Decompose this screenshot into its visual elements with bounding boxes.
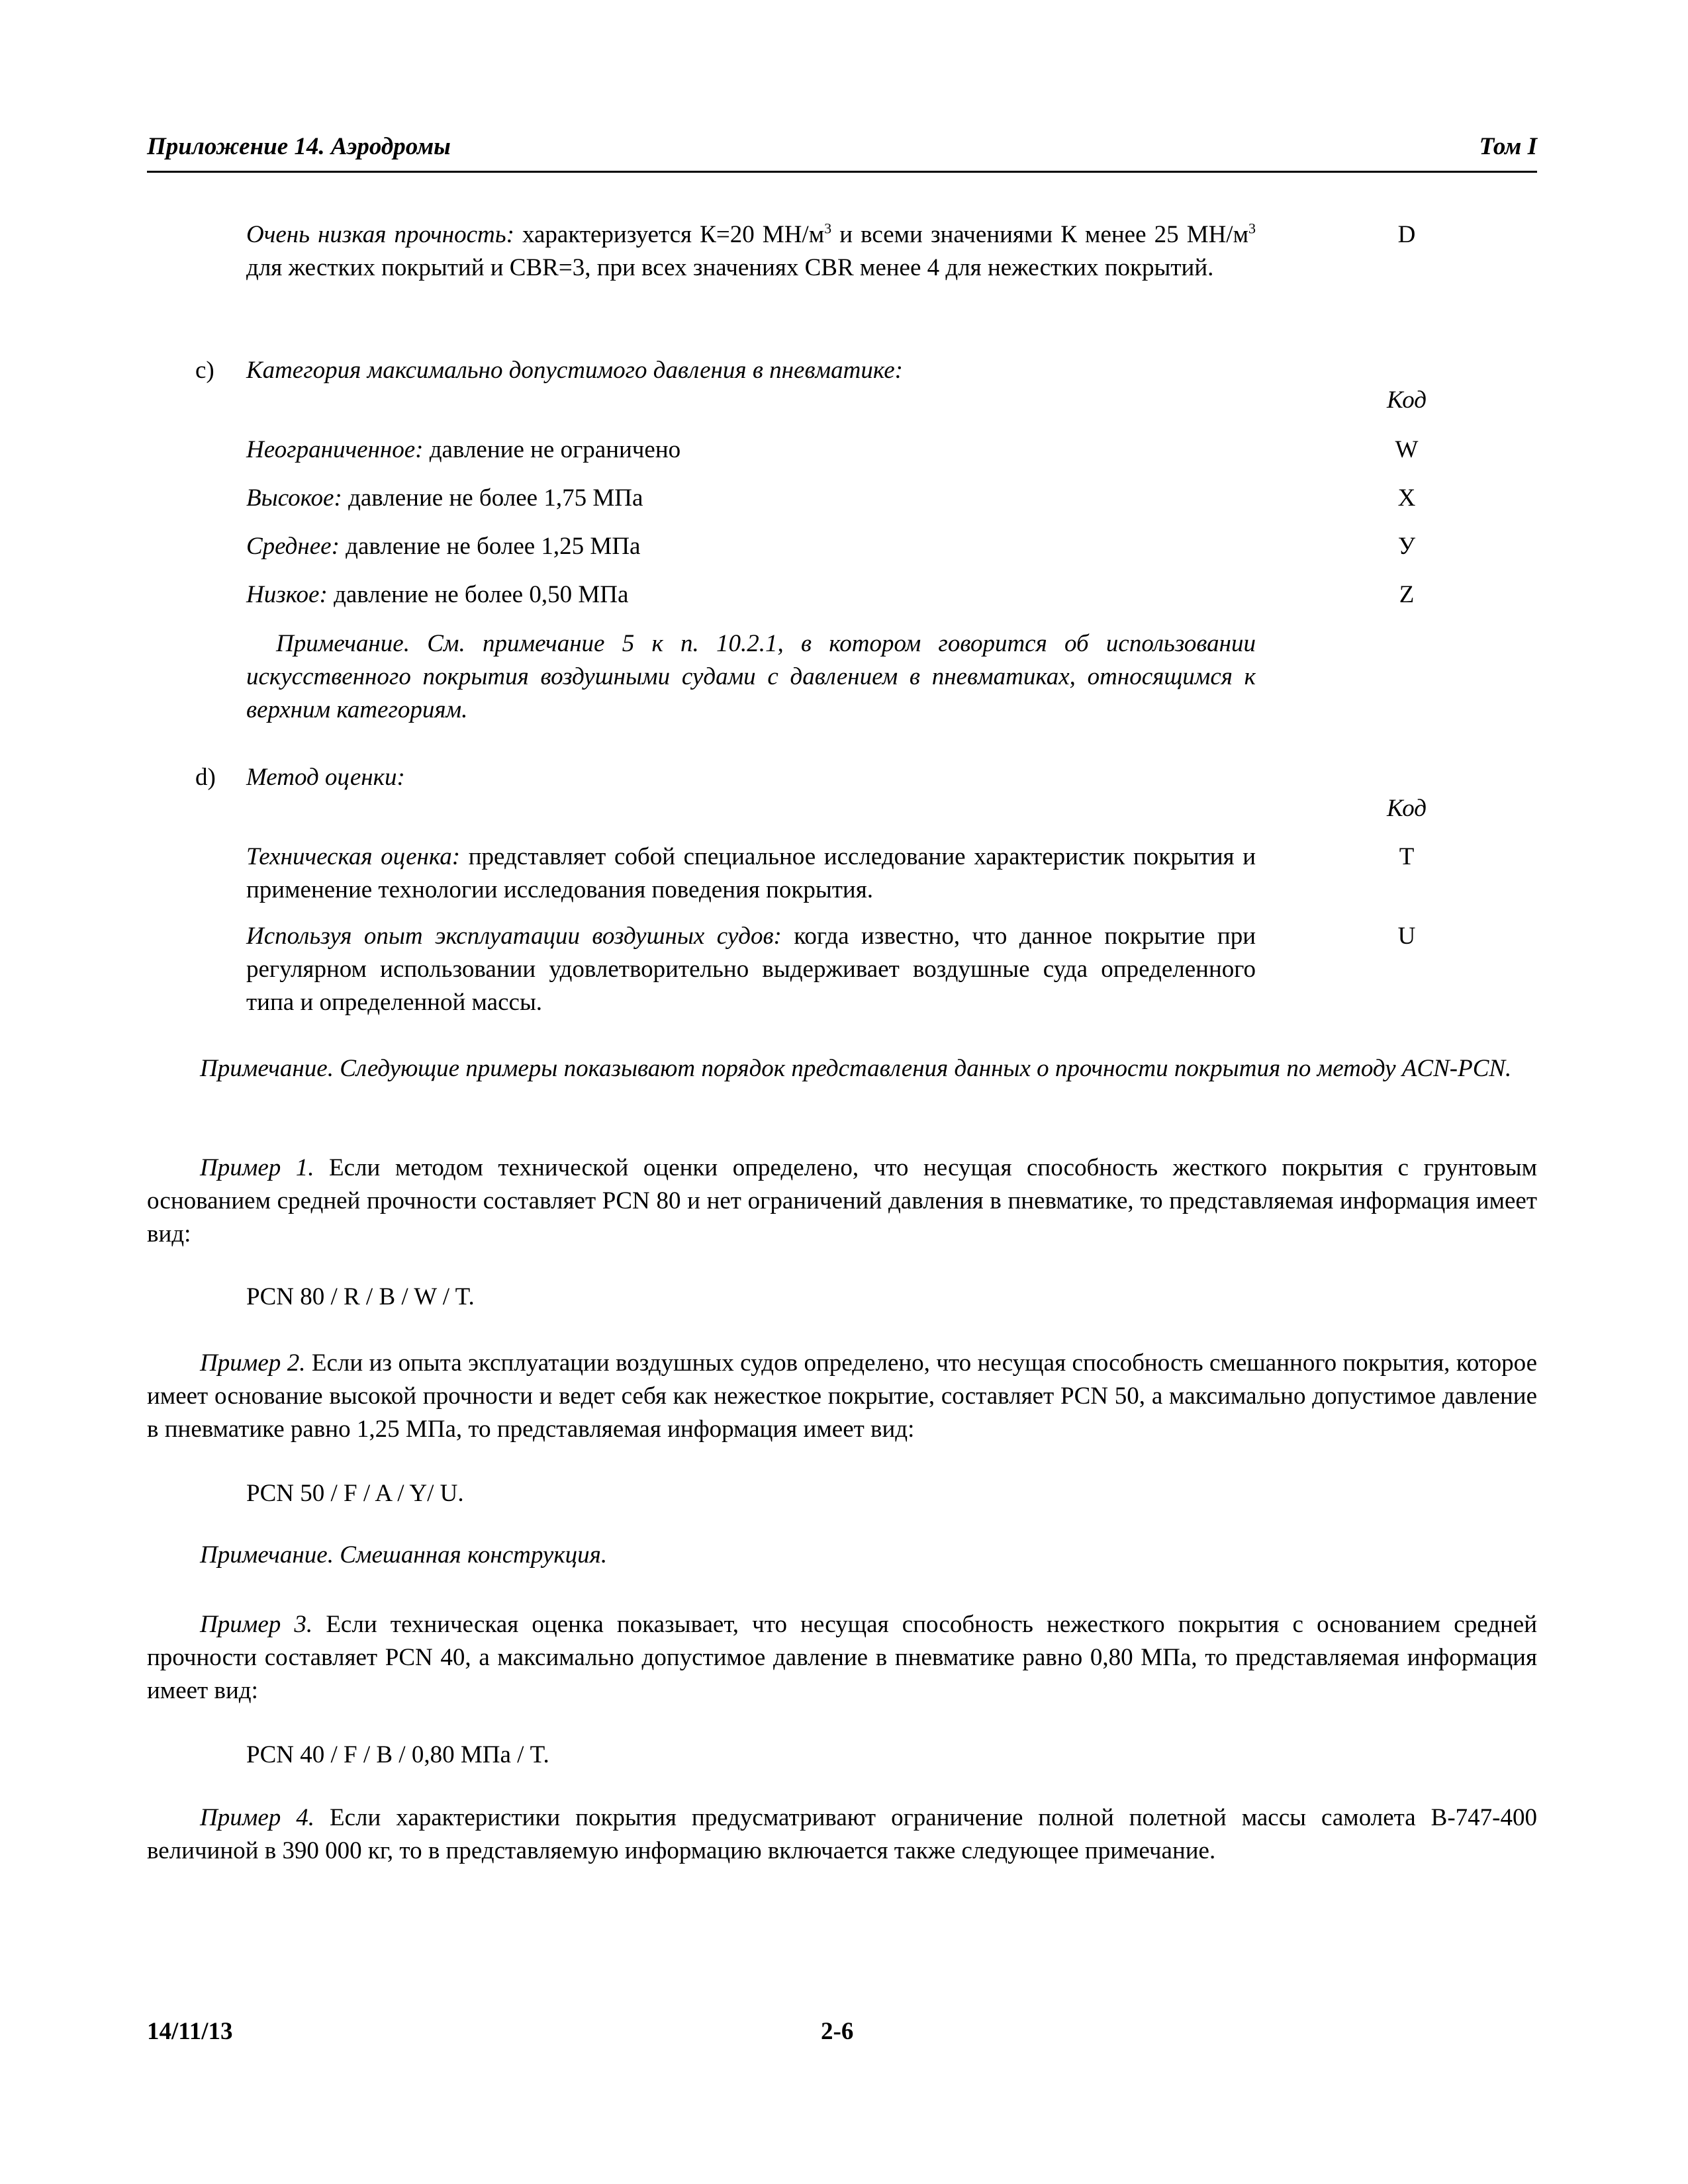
- page-header-title: Приложение 14. Аэродромы: [147, 133, 451, 160]
- method-technical: [246, 841, 1256, 907]
- method-technical-text: представляет собой специальное исследование характеристик покрытия и применение технологии исследования поведения покрытия.: [246, 843, 1256, 903]
- example-3-text: Если техническая оценка показывает, что несущая способность нежесткого покрытия с основанием средней прочности составляет PCN 40, а максимально допустимое давление в пневматике равно 0,80 МПа, то представляемая информация имеет вид:: [147, 1611, 1537, 1704]
- footer-date: 14/11/13: [147, 2018, 233, 2045]
- code-u: U: [1397, 923, 1416, 950]
- example-3-label: Пример 3.: [200, 1611, 313, 1638]
- pressure-low-label: Низкое:: [246, 581, 328, 608]
- pressure-low-text: давление не более 0,50 МПа: [327, 581, 629, 608]
- section-d-title: Метод оценки:: [246, 764, 405, 791]
- code-t: T: [1399, 843, 1415, 870]
- example-2: [147, 1347, 1537, 1446]
- method-experience-label: Используя опыт эксплуатации воздушных судов:: [246, 923, 782, 950]
- note-mixed-construction: Примечание. Смешанная конструкция.: [200, 1541, 608, 1569]
- pressure-medium: [246, 530, 1256, 563]
- code-z: Z: [1399, 581, 1415, 608]
- example-2-text: Если из опыта эксплуатации воздушных судов определено, что несущая способность смешанного покрытия, которое имеет основание высокой прочности и ведет себя как нежесткое покрытие, составляет PCN 50, а максимально допустимое давление в пневматике равно 1,25 МПа, то представляемая информация имеет вид:: [147, 1349, 1537, 1443]
- code-x: X: [1397, 484, 1416, 512]
- section-c-marker: c): [195, 357, 214, 384]
- example-1-label: Пример 1.: [200, 1154, 314, 1181]
- pressure-unlimited-label: Неограниченное:: [246, 436, 424, 463]
- strength-text-3: для жестких покрытий и CBR=3, при всех значениях CBR менее 4 для нежестких покрытий.: [246, 254, 1214, 281]
- section-d-code-header: Код: [1387, 795, 1427, 822]
- pressure-medium-label: Среднее:: [246, 533, 340, 560]
- section-c-code-header: Код: [1387, 387, 1427, 414]
- example-1-formula: PCN 80 / R / B / W / T.: [246, 1283, 475, 1310]
- header-divider: [147, 171, 1537, 173]
- pressure-high-label: Высокое:: [246, 484, 342, 512]
- page-header-volume: Том I: [1479, 133, 1537, 160]
- note-acn-pcn: Примечание. Следующие примеры показывают порядок представления данных о прочности покрытия по методу ACN-PCN.: [200, 1055, 1512, 1082]
- example-1: [147, 1152, 1537, 1251]
- pressure-high: [246, 482, 1256, 515]
- method-experience-text: когда известно, что данное покрытие при регулярном использовании удовлетворительно выдерживает воздушные суда определенного типа и определенной массы.: [246, 923, 1256, 1016]
- strength-text-1: характеризуется К=20 МН/м: [514, 221, 825, 248]
- code-d: D: [1397, 221, 1416, 248]
- pressure-high-text: давление не более 1,75 МПа: [342, 484, 643, 512]
- section-c-title: Категория максимально допустимого давления в пневматике:: [246, 357, 903, 384]
- pressure-low: [246, 578, 1256, 612]
- footer-page-number: 2-6: [821, 2018, 854, 2045]
- code-w: W: [1395, 436, 1419, 463]
- code-y: У: [1397, 533, 1416, 560]
- section-d-marker: d): [195, 764, 216, 791]
- example-4-label: Пример 4.: [200, 1804, 315, 1831]
- strength-very-low: [246, 218, 1256, 285]
- pressure-medium-text: давление не более 1,25 МПа: [339, 533, 641, 560]
- strength-label: Очень низкая прочность:: [246, 221, 514, 248]
- example-2-formula: PCN 50 / F / A / Y/ U.: [246, 1480, 464, 1507]
- example-3-formula: PCN 40 / F / B / 0,80 МПа / T.: [246, 1741, 549, 1768]
- pressure-unlimited-text: давление не ограничено: [423, 436, 681, 463]
- strength-sup-2: 3: [1248, 220, 1256, 237]
- example-1-text: Если методом технической оценки определено, что несущая способность жесткого покрытия с грунтовым основанием средней прочности составляет PCN 80 и нет ограничений давления в пневматике, то представляемая информация имеет вид:: [147, 1154, 1537, 1248]
- example-4: [147, 1801, 1537, 1868]
- example-4-text: Если характеристики покрытия предусматривают ограничение полной полетной массы самолета B-747-400 величиной в 390 000 кг, то в представляемую информацию включается также следующее примечание.: [147, 1804, 1537, 1864]
- strength-text-2: и всеми значениями К менее 25 МН/м: [831, 221, 1249, 248]
- section-c-note: Примечание. См. примечание 5 к п. 10.2.1, в котором говорится об использовании искусственного покрытия воздушными судами с давлением в пневматиках, относящимся к верхним категориям.: [246, 630, 1256, 723]
- pressure-unlimited: [246, 433, 1256, 467]
- strength-sup-1: 3: [824, 220, 832, 237]
- method-technical-label: Техническая оценка:: [246, 843, 461, 870]
- example-2-label: Пример 2.: [200, 1349, 306, 1377]
- example-3: [147, 1608, 1537, 1707]
- method-experience: [246, 920, 1256, 1019]
